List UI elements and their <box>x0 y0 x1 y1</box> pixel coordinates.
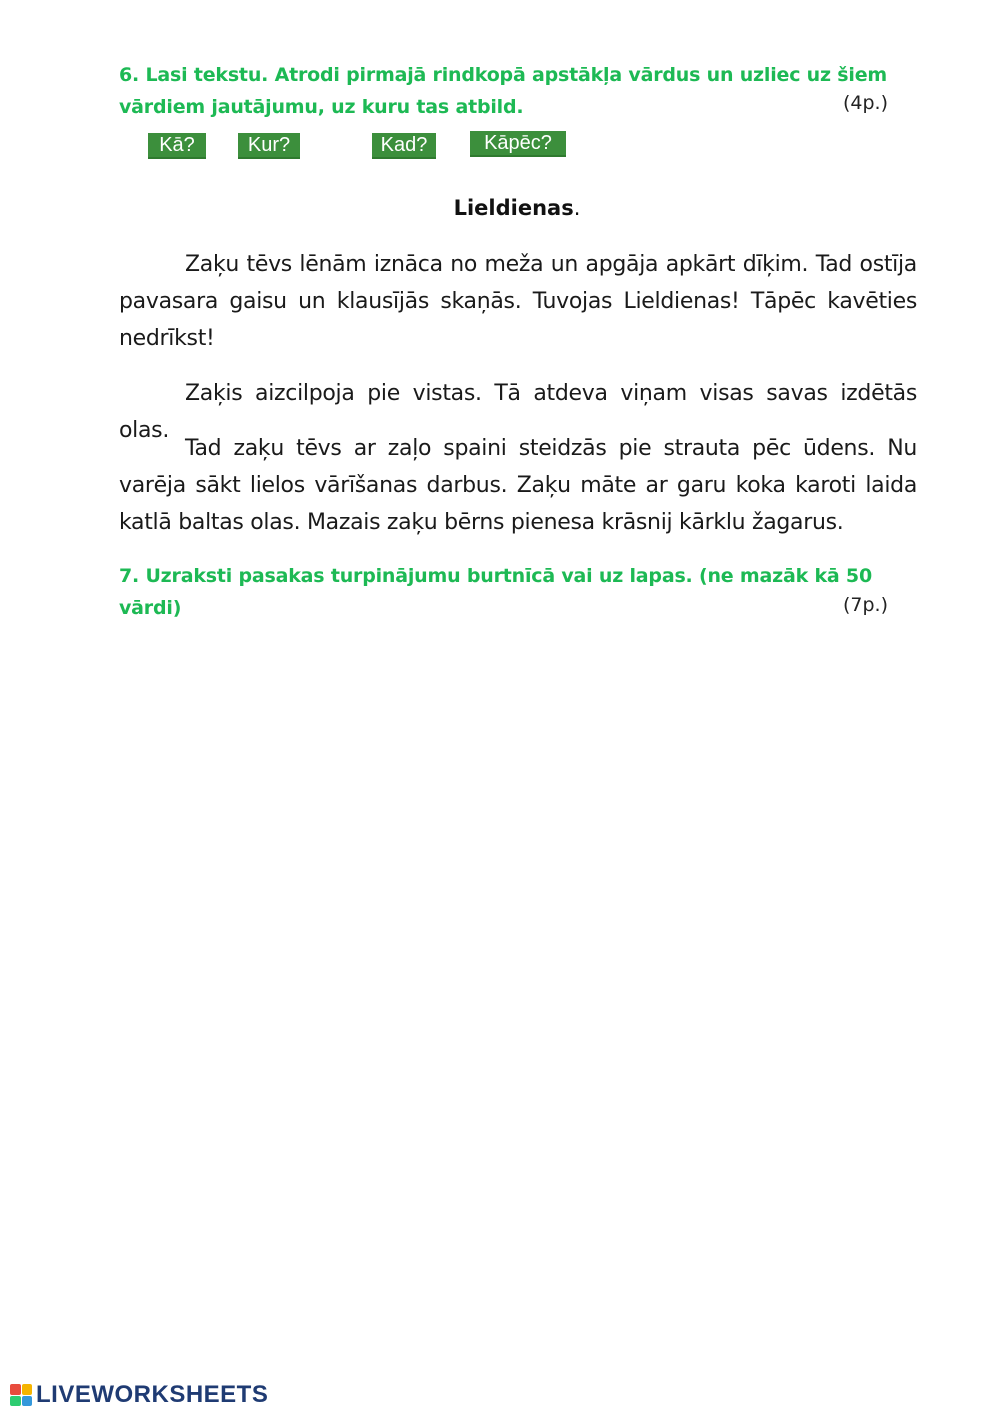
story-title-text: Lieldienas <box>453 196 574 220</box>
task-6-instruction <box>119 59 889 123</box>
logo-squares-icon <box>10 1384 32 1406</box>
task-6-points: (4p.) <box>843 92 889 114</box>
story-paragraph-2: Zaķis aizcilpoja pie vistas. Tā atdeva viņam visas savas izdētās olas. <box>119 381 917 443</box>
task-7-instruction <box>119 560 889 624</box>
story-paragraph-1: Zaķu tēvs lēnām iznāca no meža un apgāja apkārt dīķim. Tad ostīja pavasara gaisu un klausījās skaņās. Tuvojas Lieldienas! Tāpēc kavēties nedrīkst! <box>119 252 917 351</box>
task-7-text: 7. Uzraksti pasakas turpinājumu burtnīcā vai uz lapas. (ne mazāk kā 50 vārdi) <box>119 565 872 619</box>
task-7-points: (7p.) <box>843 594 889 616</box>
story-title <box>0 196 1000 220</box>
question-tag-kur[interactable]: Kur? <box>238 133 300 159</box>
story-title-dot: . <box>573 196 581 220</box>
brand-name: LIVEWORKSHEETS <box>36 1381 269 1408</box>
liveworksheets-logo[interactable] <box>10 1380 268 1410</box>
question-tag-kad[interactable]: Kad? <box>372 133 436 159</box>
story-paragraph-3: Tad zaķu tēvs ar zaļo spaini steidzās pie strauta pēc ūdens. Nu varēja sākt lielos vārīšanas darbus. Zaķu māte ar garu koka karoti laida katlā baltas olas. Mazais zaķu bērns pienesa krāsnij kārklu žagarus. <box>119 436 917 535</box>
question-tag-ka[interactable]: Kā? <box>148 133 206 159</box>
task-6-text: 6. Lasi tekstu. Atrodi pirmajā rindkopā apstākļa vārdus un uzliec uz šiem vārdiem jautājumu, uz kuru tas atbild. <box>119 64 887 118</box>
question-tag-kapec[interactable]: Kāpēc? <box>470 131 566 157</box>
